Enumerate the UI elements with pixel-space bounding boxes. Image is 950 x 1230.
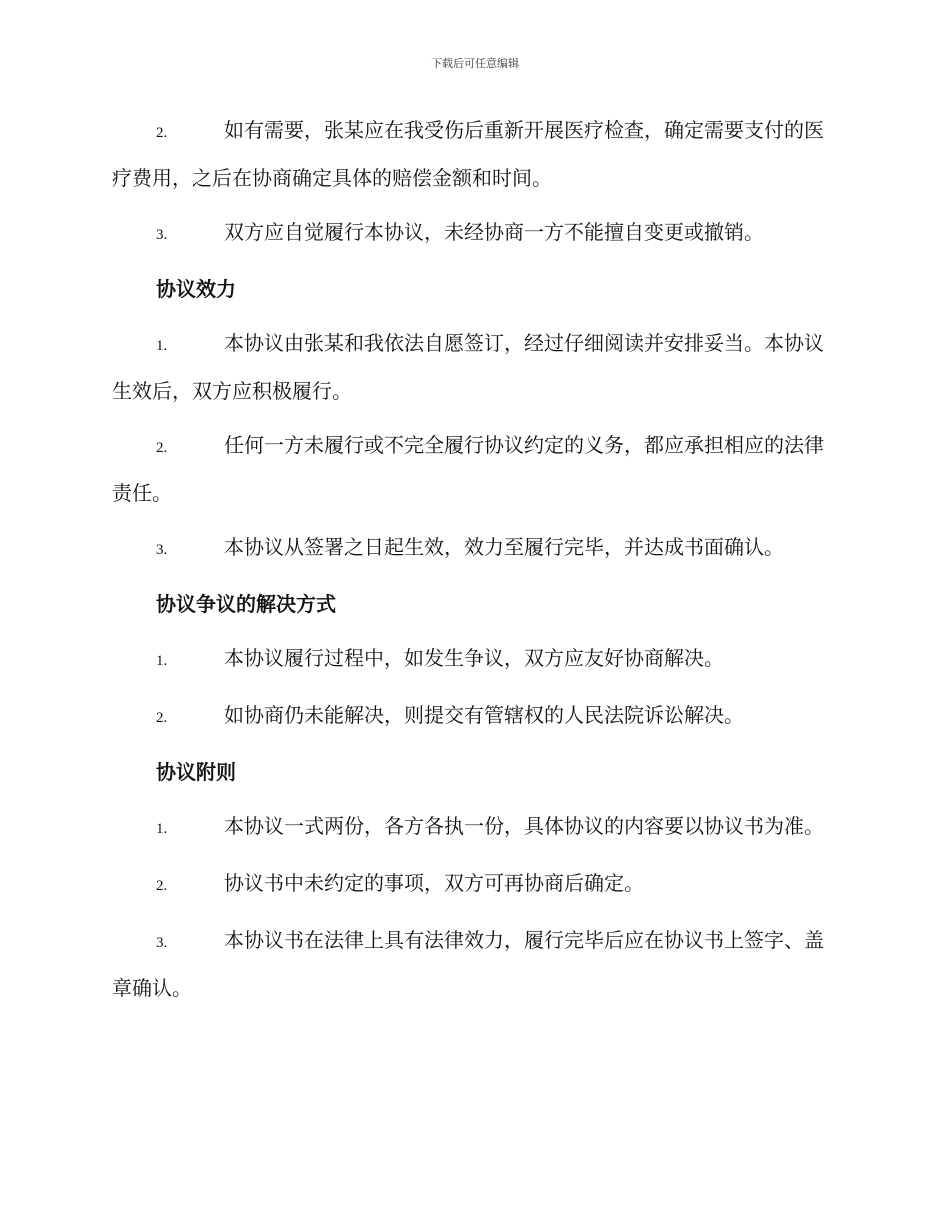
item-text: 本协议从签署之日起生效，效力至履行完毕，并达成书面确认。: [224, 535, 784, 559]
list-item: [112, 210, 838, 258]
item-number: 2.: [156, 710, 168, 726]
list-item: [112, 918, 838, 1011]
item-text: 本协议书在法律上具有法律效力，履行完毕后应在协议书上签字、盖章确认。: [112, 928, 824, 1000]
item-number: 3.: [156, 542, 168, 558]
item-number: 1.: [156, 338, 168, 354]
item-text: 本协议由张某和我依法自愿签订，经过仔细阅读并安排妥当。本协议生效后，双方应积极履行。: [112, 331, 824, 403]
list-item: [112, 525, 838, 573]
item-number: 2.: [156, 125, 168, 141]
page-header: 下载后可任意编辑: [431, 57, 519, 70]
section-heading: 协议争议的解决方式: [156, 592, 336, 616]
item-text: 本协议一式两份，各方各执一份，具体协议的内容要以协议书为准。: [224, 814, 824, 838]
section-heading: 协议附则: [156, 760, 236, 784]
document-body: [112, 108, 838, 1020]
item-text: 如有需要，张某应在我受伤后重新开展医疗检查，确定需要支付的医疗费用，之后在协商确定具体的赔偿金额和时间。: [112, 118, 824, 190]
item-number: 2.: [156, 878, 168, 894]
item-text: 双方应自觉履行本协议，未经协商一方不能擅自变更或撤销。: [224, 220, 764, 244]
item-text: 任何一方未履行或不完全履行协议约定的义务，都应承担相应的法律责任。: [112, 433, 824, 505]
list-item: [112, 861, 838, 909]
item-number: 1.: [156, 821, 168, 837]
list-item: [112, 636, 838, 684]
item-number: 3.: [156, 227, 168, 243]
list-item: [112, 804, 838, 852]
section-heading: 协议效力: [156, 277, 236, 301]
list-item: [112, 423, 838, 516]
item-text: 如协商仍未能解决，则提交有管辖权的人民法院诉讼解决。: [224, 703, 744, 727]
item-number: 1.: [156, 653, 168, 669]
list-item: [112, 108, 838, 201]
item-number: 3.: [156, 935, 168, 951]
item-number: 2.: [156, 440, 168, 456]
item-text: 协议书中未约定的事项，双方可再协商后确定。: [224, 871, 644, 895]
item-text: 本协议履行过程中，如发生争议，双方应友好协商解决。: [224, 646, 724, 670]
list-item: [112, 321, 838, 414]
list-item: [112, 693, 838, 741]
